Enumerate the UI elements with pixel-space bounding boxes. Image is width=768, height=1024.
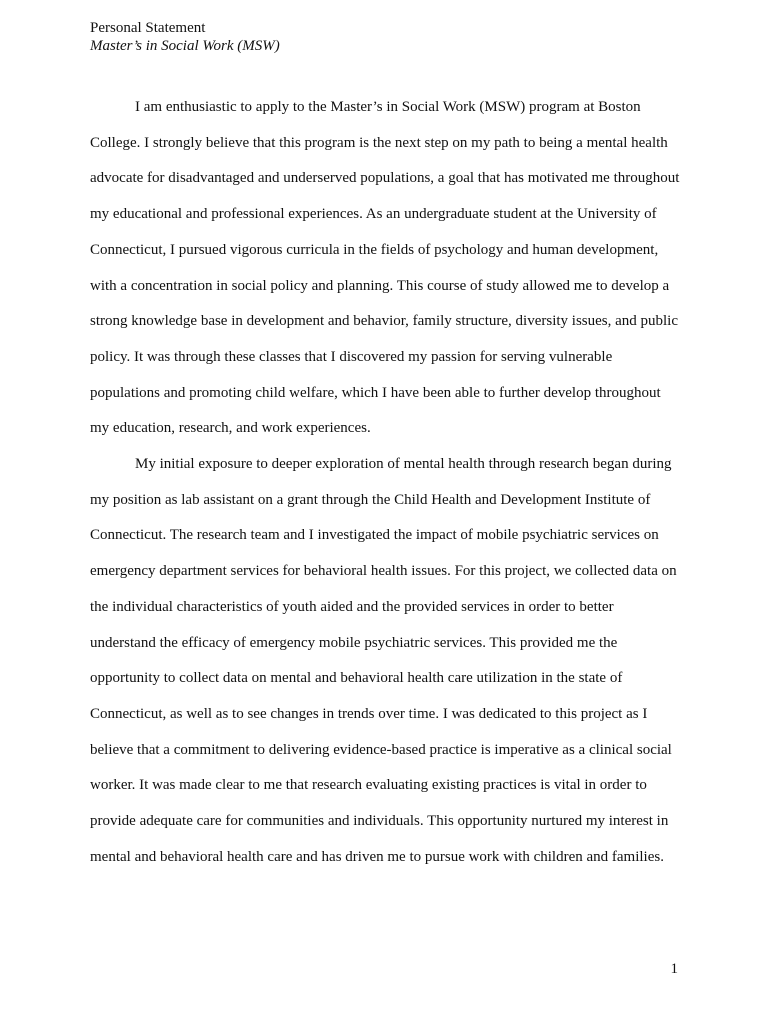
page-header: [90, 19, 280, 55]
paragraph-1: I am enthusiastic to apply to the Master’s in Social Work (MSW) program at Boston College. I strongly believe that this program is the next step on my path to being a mental health advocate for disadvantaged and underserved populations, a goal that has motivated me throughout my educational and professional experiences. As an undergraduate student at the University of Connecticut, I pursued vigorous curricula in the fields of psychology and human development, with a concentration in social policy and planning. This course of study allowed me to develop a strong knowledge base in development and behavior, family structure, diversity issues, and public policy. It was through these classes that I discovered my passion for serving vulnerable populations and promoting child welfare, which I have been able to further develop throughout my education, research, and work experiences.: [90, 99, 680, 437]
paragraph-2: My initial exposure to deeper exploration of mental health through research began during my position as lab assistant on a grant through the Child Health and Development Institute of Connecticut. The research team and I investigated the impact of mobile psychiatric services on emergency department services for behavioral health issues. For this project, we collected data on the individual characteristics of youth aided and the provided services in order to better understand the efficacy of emergency mobile psychiatric services. This provided me the opportunity to collect data on mental and behavioral health care utilization in the state of Connecticut, as well as to see changes in trends over time. I was dedicated to this project as I believe that a commitment to delivering evidence-based practice is imperative as a clinical social worker. It was made clear to me that research evaluating existing practices is vital in order to provide adequate care for communities and individuals. This opportunity nurtured my interest in mental and behavioral health care and has driven me to pursue work with children and families.: [90, 456, 677, 865]
header-title: Personal Statement: [90, 20, 206, 36]
page-number: 1: [670, 961, 678, 977]
header-subtitle: Master’s in Social Work (MSW): [90, 38, 280, 54]
document-body: [90, 90, 680, 875]
